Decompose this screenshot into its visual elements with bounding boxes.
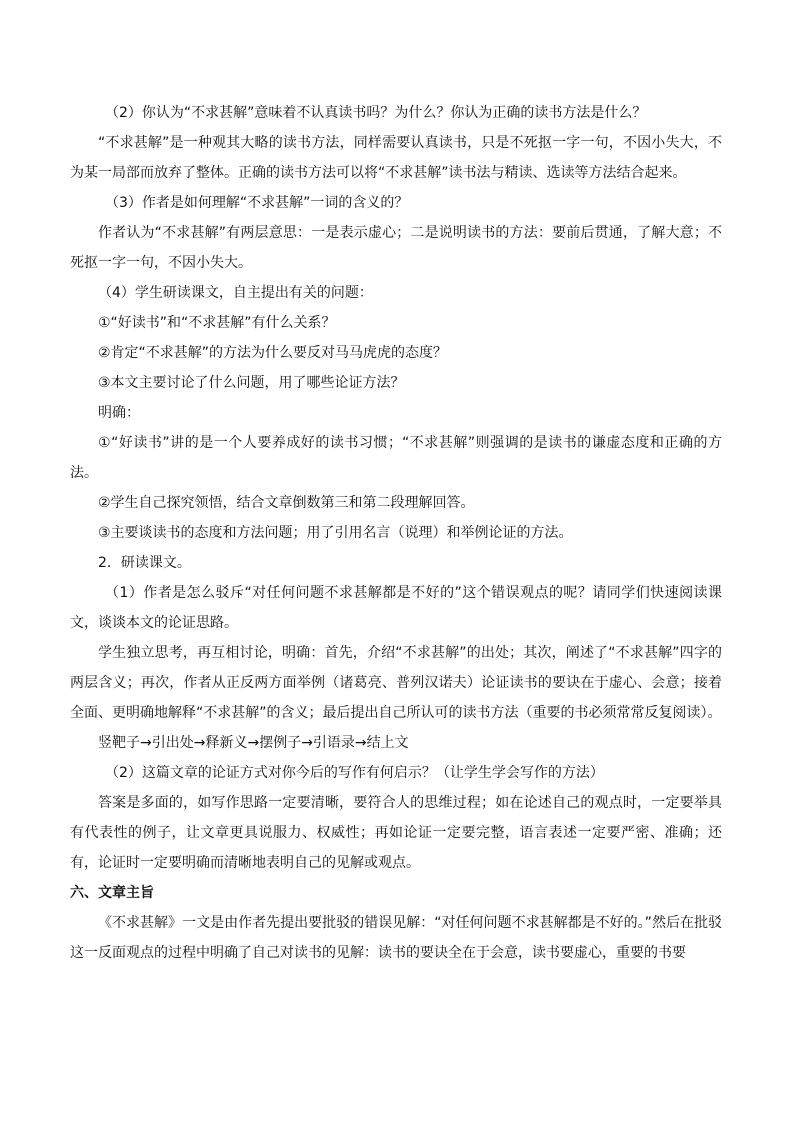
question-2: （2）你认为“不求甚解”意味着不认真读书吗？为什么？你认为正确的读书方法是什么？ — [105, 105, 647, 121]
question-4-item-1: ①“好读书”和“不求甚解”有什么关系？ — [98, 315, 336, 331]
clarify-item-1: ①“好读书”讲的是一个人要养成好的读书习惯；“不求甚解”则强调的是读书的谦虚态度和正确的方法。 — [70, 435, 722, 481]
clarify-item-3: ③主要谈读书的态度和方法问题；用了引用名言（说理）和举例论证的方法。 — [98, 525, 573, 541]
section-heading: 六、文章主旨 — [70, 885, 154, 901]
closing-paragraph: 《不求甚解》一文是由作者先提出要批驳的错误见解：“对任何问题不求甚解都是不好的。”然后在批驳这一反面观点的过程中明确了自己对读书的见解：读书的要诀全在于会意，读书要虚心，重要的书要 — [70, 915, 722, 961]
study-answer-1: 学生独立思考，再互相讨论，明确：首先，介绍“不求甚解”的出处；其次，阐述了“不求甚解”四字的两层含义；再次，作者从正反两方面举例（诸葛亮、普列汉诺夫）论证读书的要诀在于虚心、会意；接着全面、更明确地解释“不求甚解”的含义；最后提出自己所认可的读书方法（重要的书必须常常反复阅读）。 — [70, 645, 722, 721]
question-4-item-2: ②肯定“不求甚解”的方法为什么要反对马马虎虎的态度？ — [98, 345, 448, 361]
question-4-item-3: ③本文主要讨论了什么问题，用了哪些论证方法？ — [98, 375, 405, 391]
answer-3: 作者认为“不求甚解”有两层意思：一是表示虚心；二是说明读书的方法：要前后贯通，了解大意；不死抠一字一句，不因小失大。 — [70, 225, 722, 271]
study-question-1: （1）作者是怎么驳斥“对任何问题不求甚解都是不好的”这个错误观点的呢？请同学们快速阅读课文，谈谈本文的论证思路。 — [70, 585, 722, 631]
clarify-item-2: ②学生自己探究领悟，结合文章倒数第三和第二段理解回答。 — [98, 495, 475, 511]
study-question-2: （2）这篇文章的论证方式对你今后的写作有何启示？（让学生学会写作的方法） — [105, 765, 604, 781]
argument-flow: 竖靶子→引出处→释新义→摆例子→引语录→结上文 — [98, 735, 409, 751]
document-body — [70, 98, 722, 968]
study-answer-2: 答案是多面的，如写作思路一定要清晰，要符合人的思维过程；如在论述自己的观点时，一定要举具有代表性的例子，让文章更具说服力、权威性；再如论证一定要完整，语言表述一定要严密、准确；还有，论证时一定要明确而清晰地表明自己的见解或观点。 — [70, 795, 722, 871]
answer-2: “不求甚解”是一种观其大略的读书方法，同样需要认真读书，只是不死抠一字一句，不因小失大，不为某一局部而放弃了整体。正确的读书方法可以将“不求甚解”读书法与精读、选读等方法结合起来。 — [70, 135, 722, 181]
clarify-label: 明确： — [98, 405, 140, 421]
question-4-intro: （4）学生研读课文，自主提出有关的问题： — [98, 285, 373, 301]
section-2-title: 2．研读课文。 — [98, 555, 191, 571]
question-3: （3）作者是如何理解“不求甚解”一词的含义的？ — [105, 195, 409, 211]
